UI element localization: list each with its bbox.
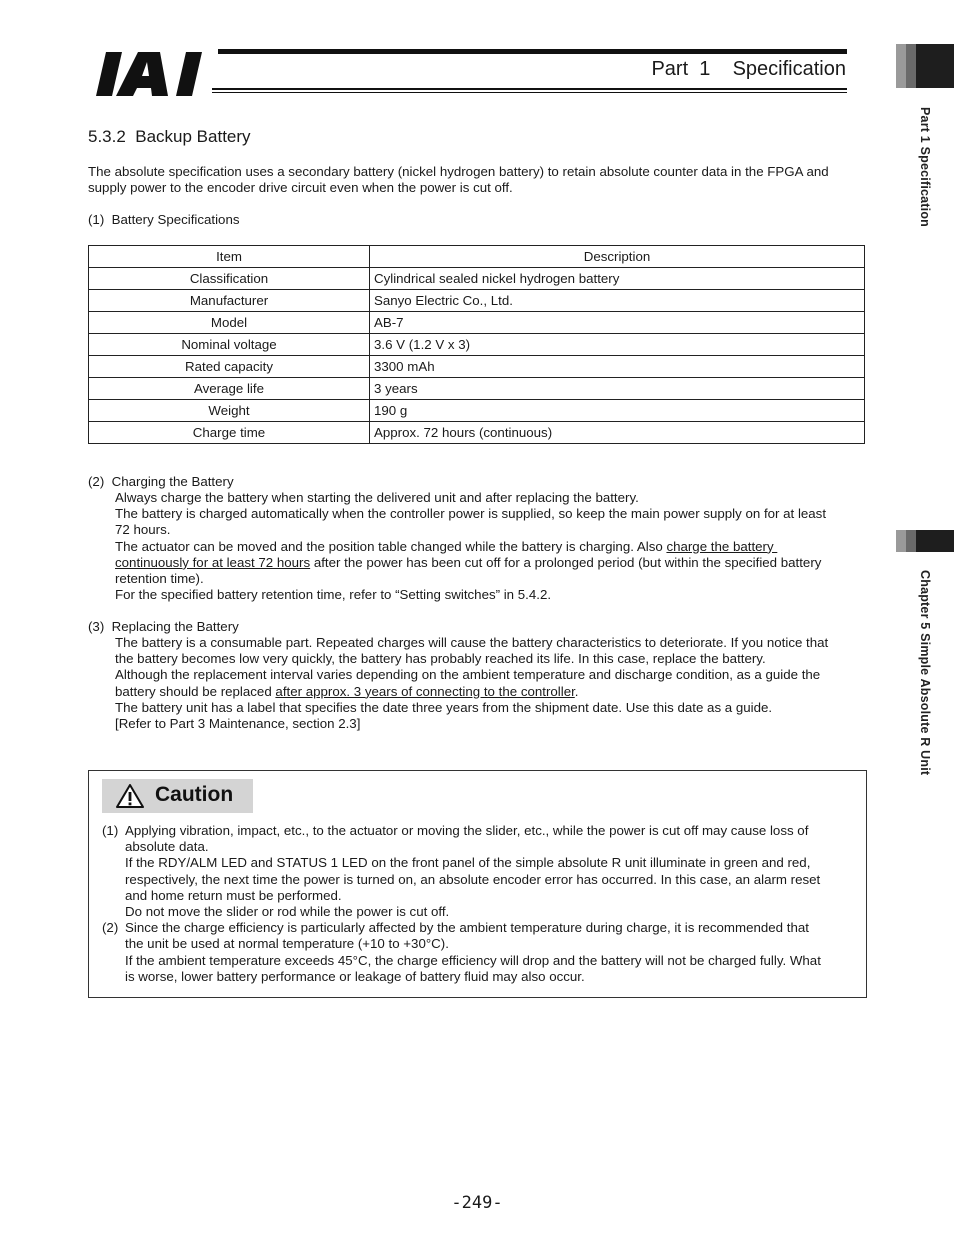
caution-list xyxy=(102,823,862,985)
header-rule-top xyxy=(218,49,847,54)
replacing-line: The battery is a consumable part. Repeated charges will cause the battery characteristics to deteriorate. If you notice that xyxy=(115,635,829,650)
underlined-text: charge the battery xyxy=(666,538,778,554)
intro-line-1: The absolute specification uses a secondary battery (nickel hydrogen battery) to retain absolute counter data in the FPGA and xyxy=(88,164,829,179)
table-cell-item: Model xyxy=(89,312,370,334)
replacing-line: [Refer to Part 3 Maintenance, section 2.3] xyxy=(115,716,361,732)
charging-line: 72 hours. xyxy=(115,522,171,538)
table-row xyxy=(89,378,865,400)
table-cell-description: AB-7 xyxy=(370,312,865,334)
caution-item xyxy=(102,823,862,920)
caution-line: If the ambient temperature exceeds 45°C, the charge efficiency will drop and the battery will not be charged fully. What xyxy=(125,952,821,968)
table-cell-item: Nominal voltage xyxy=(89,334,370,356)
charging-body xyxy=(115,490,867,603)
table-cell-description: Sanyo Electric Co., Ltd. xyxy=(370,290,865,312)
table-row xyxy=(89,268,865,290)
side-tab-chapter xyxy=(896,530,954,552)
charging-line: retention time). xyxy=(115,571,204,587)
battery-spec-table xyxy=(88,245,865,444)
table-row xyxy=(89,290,865,312)
table-cell-description: 3300 mAh xyxy=(370,356,865,378)
caution-box xyxy=(88,770,867,998)
sub-replacing-title: (3) Replacing the Battery xyxy=(88,619,239,634)
table-row xyxy=(89,422,865,444)
table-cell-item: Manufacturer xyxy=(89,290,370,312)
caution-header xyxy=(102,779,253,813)
caution-item-number: (1) xyxy=(102,823,119,838)
charging-line: The actuator can be moved and the position table changed while the battery is charging. Also charge the battery xyxy=(115,538,778,554)
caution-line: is worse, lower battery performance or leakage of battery fluid may also occur. xyxy=(125,968,585,984)
table-cell-item: Rated capacity xyxy=(89,356,370,378)
caution-line: If the RDY/ALM LED and STATUS 1 LED on the front panel of the simple absolute R unit illuminate in green and red, xyxy=(125,855,811,871)
replacing-line: battery should be replaced after approx. 3 years of connecting to the controller. xyxy=(115,683,579,699)
caution-line: Applying vibration, impact, etc., to the actuator or moving the slider, etc., while the power is cut off may cause loss of xyxy=(125,823,809,838)
replacing-line: Although the replacement interval varies depending on the ambient temperature and discharge condition, as a guide the xyxy=(115,667,821,683)
table-header-description: Description xyxy=(370,246,865,268)
replacing-line: the battery becomes low very quickly, the battery has probably reached its life. In this case, replace the battery. xyxy=(115,651,766,667)
sub-charging-title: (2) Charging the Battery xyxy=(88,474,234,489)
table-row xyxy=(89,334,865,356)
caution-line: and home return must be performed. xyxy=(125,887,342,903)
warning-triangle-icon xyxy=(115,783,145,809)
charging-line: Always charge the battery when starting the delivered unit and after replacing the battery. xyxy=(115,490,639,505)
caution-line: the unit be used at normal temperature (+10 to +30°C). xyxy=(125,936,449,952)
caution-line: respectively, the next time the power is turned on, an absolute encoder error has occurred. In this case, an alarm reset xyxy=(125,871,821,887)
underlined-text: continuously for at least 72 hours xyxy=(115,554,311,570)
table-cell-description: 3.6 V (1.2 V x 3) xyxy=(370,334,865,356)
table-cell-item: Classification xyxy=(89,268,370,290)
underlined-text: after approx. 3 years of connecting to the controller xyxy=(275,683,575,699)
replacing-body xyxy=(115,635,867,732)
table-cell-item: Average life xyxy=(89,378,370,400)
section-heading: 5.3.2 Backup Battery xyxy=(88,127,251,146)
caution-item-number: (2) xyxy=(102,920,119,936)
side-part-label: Part 1 Specification xyxy=(918,107,932,228)
charging-line: For the specified battery retention time, refer to “Setting switches” in 5.4.2. xyxy=(115,587,552,603)
caution-line: Since the charge efficiency is particularly affected by the ambient temperature during charge, it is recommended that xyxy=(125,920,809,936)
table-header-row xyxy=(89,246,865,268)
table-cell-item: Charge time xyxy=(89,422,370,444)
intro-line-2: supply power to the encoder drive circuit even when the power is cut off. xyxy=(88,180,513,195)
header-rule-bottom xyxy=(212,88,847,90)
iai-logo xyxy=(96,52,212,96)
charging-line: continuously for at least 72 hours after the power has been cut off for a prolonged period (but within the specified battery xyxy=(115,554,822,570)
caution-item xyxy=(102,920,862,985)
side-chapter-label: Chapter 5 Simple Absolute R Unit xyxy=(918,570,932,776)
table-row xyxy=(89,400,865,422)
table-row xyxy=(89,312,865,334)
table-cell-description: 190 g xyxy=(370,400,865,422)
caution-line: absolute data. xyxy=(125,839,209,855)
caution-title: Caution xyxy=(155,783,234,806)
side-tab-part xyxy=(896,44,954,88)
page-number: -249- xyxy=(451,1193,503,1213)
table-cell-description: Cylindrical sealed nickel hydrogen battery xyxy=(370,268,865,290)
table-header-item: Item xyxy=(89,246,370,268)
table-cell-description: Approx. 72 hours (continuous) xyxy=(370,422,865,444)
header-rule-bottom-thin xyxy=(212,92,847,93)
table-cell-item: Weight xyxy=(89,400,370,422)
replacing-line: The battery unit has a label that specifies the date three years from the shipment date. Use this date as a guide. xyxy=(115,699,773,715)
caution-line: Do not move the slider or rod while the power is cut off. xyxy=(125,904,450,920)
sub-battery-specs: (1) Battery Specifications xyxy=(88,212,240,227)
charging-line: The battery is charged automatically when the controller power is supplied, so keep the main power supply on for at least xyxy=(115,506,827,522)
table-row xyxy=(89,356,865,378)
table-cell-description: 3 years xyxy=(370,378,865,400)
header-title: Part 1 Specification xyxy=(651,58,846,80)
